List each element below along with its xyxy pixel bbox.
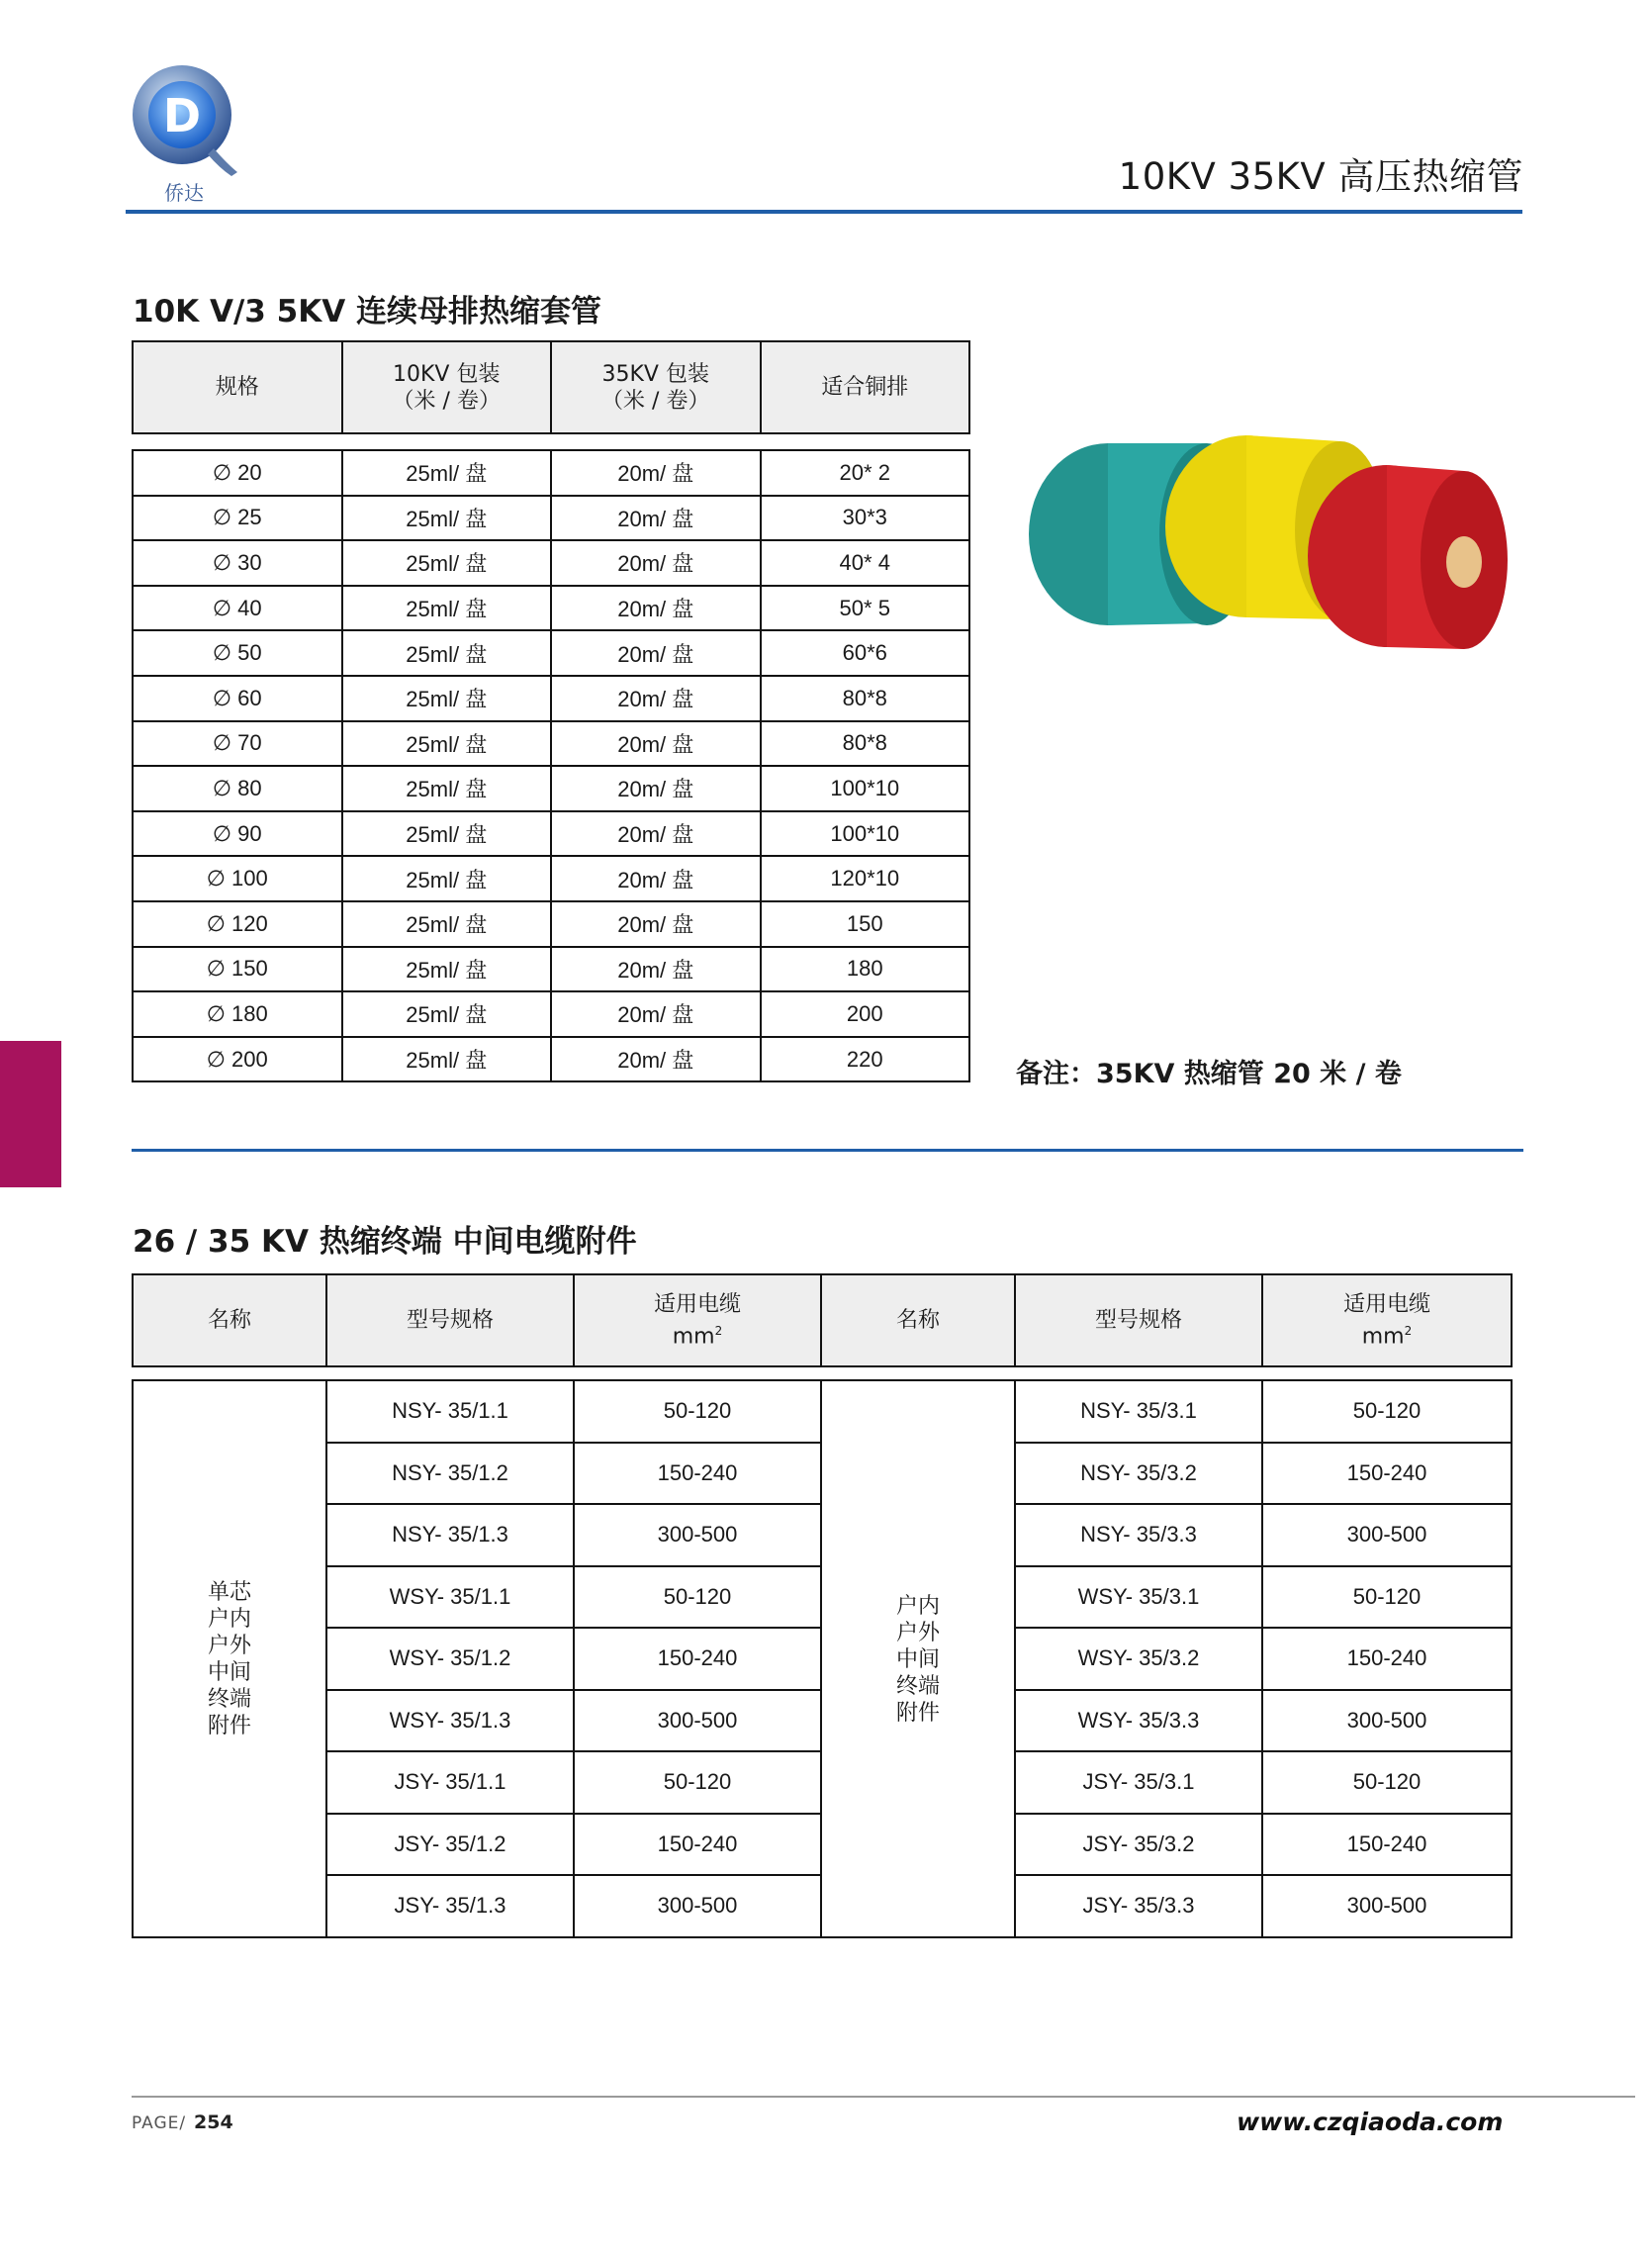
table-row: [133, 856, 969, 901]
pack-35kv-cell: 20m/ 盘: [551, 586, 761, 631]
model-left-cell: WSY- 35/1.2: [326, 1628, 574, 1690]
column-header-10kv-packaging: [342, 341, 552, 433]
busbar-cell: 200: [761, 991, 970, 1037]
section-divider: [132, 1149, 1523, 1152]
model-left-cell: NSY- 35/1.3: [326, 1504, 574, 1566]
spec-cell: ∅ 90: [133, 811, 342, 857]
busbar-cell: 100*10: [761, 766, 970, 811]
pack-35kv-cell: 20m/ 盘: [551, 630, 761, 676]
page-number: 254: [194, 2111, 233, 2133]
section1-title: 10K V/3 5KV 连续母排热缩套管: [133, 294, 602, 329]
pack-35kv-cell: 20m/ 盘: [551, 721, 761, 767]
busbar-cell: 50* 5: [761, 586, 970, 631]
cable-right-cell: 300-500: [1262, 1690, 1512, 1752]
red-roll: [1308, 465, 1508, 649]
column-header-busbar: 适合铜排: [761, 341, 970, 433]
column-header-35kv-line1: 35KV 包装: [601, 361, 709, 387]
section2-table: [132, 1379, 1513, 1938]
busbar-cell: 30*3: [761, 496, 970, 541]
pack-35kv-cell: 20m/ 盘: [551, 991, 761, 1037]
footer-divider: [132, 2096, 1635, 2098]
column-header-model-right: 型号规格: [1015, 1274, 1262, 1366]
cable-left-cell: 150-240: [574, 1443, 821, 1505]
pack-35kv-cell: 20m/ 盘: [551, 540, 761, 586]
group-label-line: 单芯: [207, 1579, 251, 1605]
pack-35kv-cell: 20m/ 盘: [551, 947, 761, 992]
spec-cell: ∅ 60: [133, 676, 342, 721]
pack-35kv-cell: 20m/ 盘: [551, 496, 761, 541]
group-label-line: 户外: [895, 1619, 940, 1644]
cable-left-cell: 50-120: [574, 1751, 821, 1814]
website-url: www.czqiaoda.com: [1237, 2108, 1504, 2136]
table-row: [133, 496, 969, 541]
spec-cell: ∅ 150: [133, 947, 342, 992]
busbar-cell: 60*6: [761, 630, 970, 676]
column-header-name-left: 名称: [133, 1274, 326, 1366]
group-label-line: 户外: [207, 1633, 251, 1658]
spec-cell: ∅ 120: [133, 901, 342, 947]
column-header-35kv-packaging: [551, 341, 761, 433]
section2-title: 26 / 35 KV 热缩终端 中间电缆附件: [133, 1224, 637, 1260]
pack-10kv-cell: 25ml/ 盘: [342, 721, 552, 767]
table-row: [133, 766, 969, 811]
model-right-cell: WSY- 35/3.3: [1015, 1690, 1262, 1752]
spec-cell: ∅ 70: [133, 721, 342, 767]
pack-10kv-cell: 25ml/ 盘: [342, 947, 552, 992]
cable-left-cell: 300-500: [574, 1690, 821, 1752]
header-divider: [126, 210, 1522, 214]
pack-10kv-cell: 25ml/ 盘: [342, 811, 552, 857]
model-right-cell: NSY- 35/3.1: [1015, 1380, 1262, 1443]
spec-cell: ∅ 180: [133, 991, 342, 1037]
column-header-10kv-line1: 10KV 包装: [393, 361, 501, 387]
cable-left-cell: 50-120: [574, 1566, 821, 1629]
model-right-cell: NSY- 35/3.3: [1015, 1504, 1262, 1566]
spec-cell: ∅ 50: [133, 630, 342, 676]
table-row: [133, 1037, 969, 1082]
column-header-cable-right-line1: 适用电缆: [1342, 1291, 1430, 1317]
model-right-cell: NSY- 35/3.2: [1015, 1443, 1262, 1505]
model-left-cell: WSY- 35/1.1: [326, 1566, 574, 1629]
model-left-cell: WSY- 35/1.3: [326, 1690, 574, 1752]
cable-left-cell: 300-500: [574, 1875, 821, 1937]
table-row: [133, 947, 969, 992]
cable-right-cell: 300-500: [1262, 1504, 1512, 1566]
pack-10kv-cell: 25ml/ 盘: [342, 1037, 552, 1082]
model-right-cell: WSY- 35/3.1: [1015, 1566, 1262, 1629]
busbar-cell: 40* 4: [761, 540, 970, 586]
packaging-note: 备注：35KV 热缩管 20 米 / 卷: [1016, 1059, 1402, 1089]
pack-35kv-cell: 20m/ 盘: [551, 811, 761, 857]
table-row: [133, 450, 969, 496]
heat-shrink-rolls-image: [1019, 416, 1514, 693]
logo-letter: D: [162, 89, 202, 142]
table-row: [133, 630, 969, 676]
table-row: [133, 540, 969, 586]
pack-10kv-cell: 25ml/ 盘: [342, 630, 552, 676]
cable-right-cell: 150-240: [1262, 1814, 1512, 1876]
pack-35kv-cell: 20m/ 盘: [551, 450, 761, 496]
column-header-cable-left: [574, 1274, 821, 1366]
spec-cell: ∅ 80: [133, 766, 342, 811]
cable-left-cell: 50-120: [574, 1380, 821, 1443]
busbar-cell: 150: [761, 901, 970, 947]
cable-right-cell: 50-120: [1262, 1566, 1512, 1629]
table-row: [133, 1380, 1512, 1443]
pack-10kv-cell: 25ml/ 盘: [342, 676, 552, 721]
cable-left-cell: 150-240: [574, 1814, 821, 1876]
cable-left-cell: 150-240: [574, 1628, 821, 1690]
column-header-cable-right: [1262, 1274, 1512, 1366]
busbar-cell: 100*10: [761, 811, 970, 857]
group-label-line: 中间: [207, 1659, 251, 1685]
busbar-cell: 180: [761, 947, 970, 992]
cable-left-cell: 300-500: [574, 1504, 821, 1566]
model-left-cell: NSY- 35/1.2: [326, 1443, 574, 1505]
cable-right-cell: 300-500: [1262, 1875, 1512, 1937]
spec-cell: ∅ 200: [133, 1037, 342, 1082]
section1-table: [132, 449, 970, 1082]
section1-header-table: [132, 340, 970, 434]
pack-10kv-cell: 25ml/ 盘: [342, 586, 552, 631]
group-label-line: 附件: [895, 1699, 940, 1725]
section2-header-table: [132, 1273, 1513, 1367]
group-name-left: [133, 1380, 326, 1937]
busbar-cell: 80*8: [761, 721, 970, 767]
spec-cell: ∅ 100: [133, 856, 342, 901]
table-row: [133, 721, 969, 767]
model-left-cell: NSY- 35/1.1: [326, 1380, 574, 1443]
cable-right-cell: 150-240: [1262, 1443, 1512, 1505]
company-logo: [129, 61, 239, 205]
column-header-cable-left-unit: mm: [672, 1324, 715, 1350]
pack-10kv-cell: 25ml/ 盘: [342, 450, 552, 496]
column-header-cable-right-sup: 2: [1404, 1323, 1413, 1338]
group-label-line: 附件: [207, 1713, 251, 1738]
busbar-cell: 80*8: [761, 676, 970, 721]
column-header-cable-left-line1: 适用电缆: [653, 1291, 741, 1317]
pack-35kv-cell: 20m/ 盘: [551, 1037, 761, 1082]
model-right-cell: JSY- 35/3.2: [1015, 1814, 1262, 1876]
model-left-cell: JSY- 35/1.3: [326, 1875, 574, 1937]
group-name-right: [821, 1380, 1015, 1937]
side-color-tab: [0, 1041, 61, 1187]
column-header-10kv-line2: （米 / 卷）: [392, 388, 501, 414]
cable-right-cell: 150-240: [1262, 1628, 1512, 1690]
pack-10kv-cell: 25ml/ 盘: [342, 856, 552, 901]
model-right-cell: WSY- 35/3.2: [1015, 1628, 1262, 1690]
model-left-cell: JSY- 35/1.1: [326, 1751, 574, 1814]
table-row: [133, 676, 969, 721]
cable-right-cell: 50-120: [1262, 1380, 1512, 1443]
page-title: 10KV 35KV 高压热缩管: [1118, 155, 1523, 198]
pack-10kv-cell: 25ml/ 盘: [342, 991, 552, 1037]
model-right-cell: JSY- 35/3.3: [1015, 1875, 1262, 1937]
pack-10kv-cell: 25ml/ 盘: [342, 901, 552, 947]
column-header-spec: 规格: [133, 341, 342, 433]
logo-text: 侨达: [164, 181, 204, 205]
cable-right-cell: 50-120: [1262, 1751, 1512, 1814]
pack-35kv-cell: 20m/ 盘: [551, 676, 761, 721]
column-header-35kv-line2: （米 / 卷）: [601, 388, 710, 414]
column-header-cable-left-sup: 2: [714, 1323, 723, 1338]
table-row: [133, 991, 969, 1037]
pack-10kv-cell: 25ml/ 盘: [342, 766, 552, 811]
pack-10kv-cell: 25ml/ 盘: [342, 540, 552, 586]
column-header-name-right: 名称: [821, 1274, 1015, 1366]
group-label-line: 终端: [207, 1686, 251, 1712]
model-left-cell: JSY- 35/1.2: [326, 1814, 574, 1876]
busbar-cell: 120*10: [761, 856, 970, 901]
spec-cell: ∅ 25: [133, 496, 342, 541]
pack-10kv-cell: 25ml/ 盘: [342, 496, 552, 541]
table-row: [133, 901, 969, 947]
column-header-cable-right-unit: mm: [1361, 1324, 1405, 1350]
pack-35kv-cell: 20m/ 盘: [551, 901, 761, 947]
busbar-cell: 20* 2: [761, 450, 970, 496]
table-row: [133, 586, 969, 631]
group-label-line: 终端: [895, 1672, 940, 1698]
model-right-cell: JSY- 35/3.1: [1015, 1751, 1262, 1814]
group-label-line: 户内: [895, 1592, 940, 1618]
spec-cell: ∅ 40: [133, 586, 342, 631]
column-header-model-left: 型号规格: [326, 1274, 574, 1366]
spec-cell: ∅ 20: [133, 450, 342, 496]
pack-35kv-cell: 20m/ 盘: [551, 856, 761, 901]
table-row: [133, 811, 969, 857]
busbar-cell: 220: [761, 1037, 970, 1082]
group-label-line: 户内: [207, 1606, 251, 1632]
pack-35kv-cell: 20m/ 盘: [551, 766, 761, 811]
page-label: PAGE/: [132, 2113, 187, 2133]
group-label-line: 中间: [895, 1645, 940, 1671]
spec-cell: ∅ 30: [133, 540, 342, 586]
